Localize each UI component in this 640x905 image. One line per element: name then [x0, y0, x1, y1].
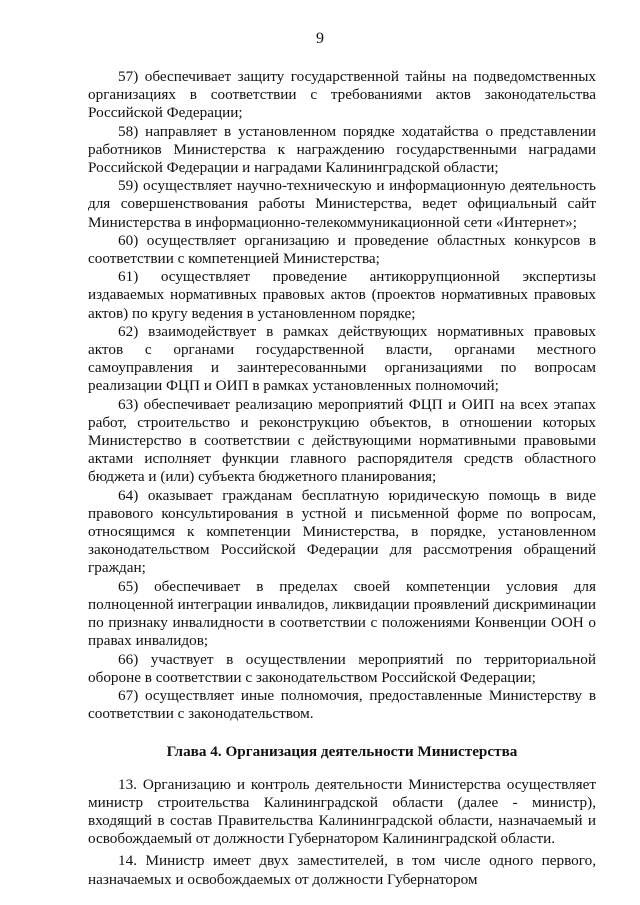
list-item-57: 57) обеспечивает защиту государственной тайны на подведомственных организациях в соответствии с требованиями актов законодательства Российской Федерации; [88, 68, 596, 122]
list-item-66: 66) участвует в осуществлении мероприятий по территориальной обороне в соответствии с законодательством Российской Федерации; [88, 650, 596, 686]
list-item-60: 60) осуществляет организацию и проведение областных конкурсов в соответствии с компетенцией Министерства; [88, 231, 596, 268]
chapter-heading: Глава 4. Организация деятельности Министерства [166, 743, 518, 761]
document-body [88, 68, 596, 889]
page-number: 9 [316, 30, 324, 47]
list-item-63: 63) обеспечивает реализацию мероприятий ФЦП и ОИП на всех этапах работ, строительство и реконструкцию объектов, в отношении которых Министерство в соответствии с действующими нормативными правовыми актами исполняет функции главного распорядителя средств областного бюджета и (или) субъекта бюджетного планирования; [88, 395, 596, 486]
list-item-64: 64) оказывает гражданам бесплатную юридическую помощь в виде правового консультирования в устной и письменной форме по вопросам, относящимся к компетенции Министерства, в порядке, установленном законодательством Российской Федерации для рассмотрения обращений граждан; [88, 486, 596, 577]
list-item-65: 65) обеспечивает в пределах своей компетенции условия для полноценной интеграции инвалидов, ликвидации проявлений дискриминации по признаку инвалидности в соответствии с положениями Конвенции ООН о правах инвалидов; [88, 577, 596, 650]
section-13: 13. Организацию и контроль деятельности Министерства осуществляет министр строительства Калининградской области (далее - министр), входящий в состав Правительства Калининградской области, назначаемый и освобождаемый от должности Губернатором Калининградской области. [88, 775, 596, 848]
list-item-59: 59) осуществляет научно-техническую и информационную деятельность для совершенствования работы Министерства, ведет официальный сайт Министерства в информационно-телекоммуникационной сети «Интернет»; [88, 177, 596, 231]
list-item-61: 61) осуществляет проведение антикоррупционной экспертизы издаваемых нормативных правовых актов (проектов нормативных правовых актов) по кругу ведения в установленном порядке; [88, 268, 596, 322]
list-item-67: 67) осуществляет иные полномочия, предоставленные Министерству в соответствии с законодательством. [88, 686, 596, 723]
list-item-58: 58) направляет в установленном порядке ходатайства о представлении работников Министерства к награждению государственными наградами Российской Федерации и наградами Калининградской области; [88, 122, 596, 177]
list-item-62: 62) взаимодействует в рамках действующих нормативных правовых актов с органами государственной власти, органами местного самоуправления и заинтересованными организациями по вопросам реализации ФЦП и ОИП в рамках установленных полномочий; [88, 322, 596, 395]
section-14: 14. Министр имеет двух заместителей, в том числе одного первого, назначаемых и освобождаемых от должности Губернатором [88, 852, 596, 888]
